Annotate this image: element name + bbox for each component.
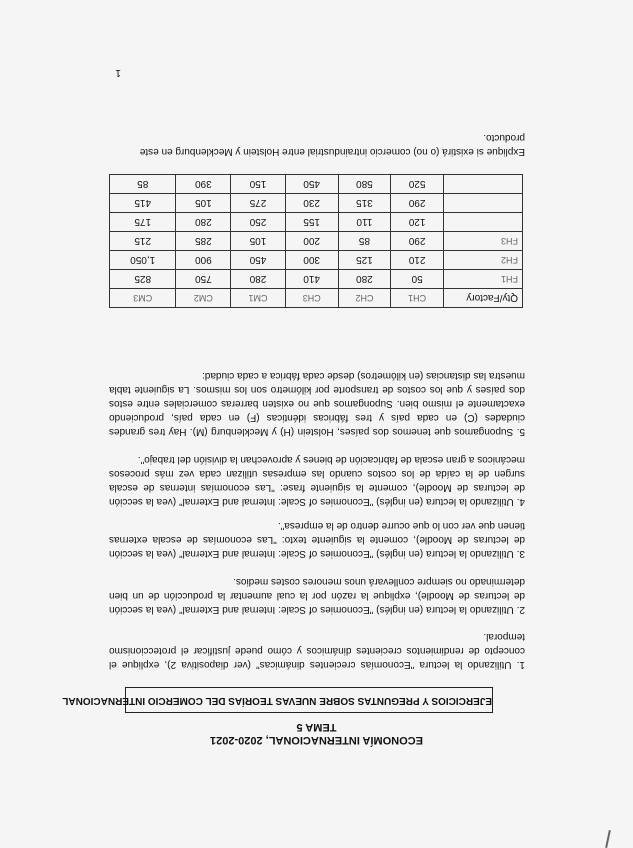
table-cell: 290 bbox=[391, 232, 444, 251]
row-header bbox=[444, 175, 523, 194]
question-number: 5. bbox=[516, 426, 525, 437]
row-header: FH1 bbox=[444, 270, 523, 289]
row-header: FH3 bbox=[444, 232, 523, 251]
table-cell: 105 bbox=[231, 232, 286, 251]
table-cell: 105 bbox=[176, 194, 231, 213]
column-header: CM1 bbox=[231, 289, 286, 308]
column-header: CH3 bbox=[285, 289, 338, 308]
column-header: CM2 bbox=[176, 289, 231, 308]
table-cell: 300 bbox=[285, 251, 338, 270]
follow-up-question bbox=[109, 130, 525, 158]
table-cell: 450 bbox=[285, 175, 338, 194]
table-cell: 250 bbox=[231, 213, 286, 232]
question-number: 2. bbox=[516, 604, 525, 615]
table-cell: 230 bbox=[285, 194, 338, 213]
table-cell: 285 bbox=[176, 232, 231, 251]
table-cell: 280 bbox=[338, 270, 391, 289]
table-cell: 210 bbox=[391, 251, 444, 270]
table-cell: 415 bbox=[110, 194, 177, 213]
question-text: Utilizando la lectura "Economías crecientes dinámicas" (ver diapositiva 2), explique el concepto de rendimientos crecientes dinámicos y cómo puede justificar el proteccionismo temporal. bbox=[109, 631, 525, 670]
table-cell: 280 bbox=[176, 213, 231, 232]
pen-mark bbox=[605, 830, 611, 848]
table-cell: 175 bbox=[110, 213, 177, 232]
question-number: 1. bbox=[516, 659, 525, 670]
table-cell: 390 bbox=[176, 175, 231, 194]
table-cell: 750 bbox=[176, 270, 231, 289]
table-cell: 520 bbox=[391, 175, 444, 194]
question-1 bbox=[109, 629, 525, 671]
row-header bbox=[444, 194, 523, 213]
table-cell: 900 bbox=[176, 251, 231, 270]
question-number: 4. bbox=[516, 496, 525, 507]
table-row bbox=[110, 175, 523, 194]
row-header bbox=[444, 213, 523, 232]
question-number: 3. bbox=[516, 548, 525, 559]
table-cell: 450 bbox=[231, 251, 286, 270]
table-cell: 825 bbox=[110, 270, 177, 289]
column-header: CH2 bbox=[338, 289, 391, 308]
table-corner-header: Qty/Factory bbox=[444, 289, 523, 308]
table-cell: 410 bbox=[285, 270, 338, 289]
column-header: CH1 bbox=[391, 289, 444, 308]
table-cell: 1,050 bbox=[110, 251, 177, 270]
boxed-title: EJERCICIOS Y PREGUNTAS SOBRE NUEVAS TEORÍAS DEL COMERCIO INTERNACIONAL bbox=[125, 687, 493, 713]
table-row bbox=[110, 213, 523, 232]
table-header-row bbox=[110, 289, 523, 308]
table-cell: 125 bbox=[338, 251, 391, 270]
table-cell: 110 bbox=[338, 213, 391, 232]
table-cell: 150 bbox=[231, 175, 286, 194]
page-number: 1 bbox=[115, 67, 121, 78]
question-4 bbox=[109, 452, 525, 508]
table-cell: 275 bbox=[231, 194, 286, 213]
table-cell: 290 bbox=[391, 194, 444, 213]
column-header: CM3 bbox=[110, 289, 177, 308]
table-cell: 580 bbox=[338, 175, 391, 194]
row-header: FH2 bbox=[444, 251, 523, 270]
document-title bbox=[0, 720, 633, 746]
question-5 bbox=[109, 368, 525, 438]
follow-up-text: Explique si existirá (o no) comercio intraindustrial entre Holstein y Mecklenburg en este producto. bbox=[139, 132, 525, 157]
question-2 bbox=[109, 574, 525, 616]
table-cell: 315 bbox=[338, 194, 391, 213]
table-cell: 50 bbox=[391, 270, 444, 289]
distance-table bbox=[109, 174, 523, 308]
table-row bbox=[110, 270, 523, 289]
table-cell: 85 bbox=[338, 232, 391, 251]
course-title: ECONOMÍA INTERNACIONAL, 2020-2021 bbox=[210, 734, 423, 746]
tema-label: TEMA 5 bbox=[296, 721, 337, 733]
table-cell: 155 bbox=[285, 213, 338, 232]
table-row bbox=[110, 251, 523, 270]
question-text: Utilizando la lectura (en inglés) "Economies of Scale: Internal and External" (vea la sección de lecturas de Moodle), explique la razón por la cual aumentar la producción de un bien determinado no siempre conllevará unos menores costes medios. bbox=[109, 576, 525, 615]
table-row bbox=[110, 194, 523, 213]
table-cell: 215 bbox=[110, 232, 177, 251]
table-cell: 120 bbox=[391, 213, 444, 232]
question-text: Utilizando la lectura (en inglés) "Economies of Scale: Internal and External" (vea la sección de lecturas de Moodle), comente la siguiente texto: "Las economías de escala externas tienen que ver con lo que ocurre dentro de la empresa". bbox=[109, 520, 525, 559]
question-3 bbox=[109, 518, 525, 560]
table-cell: 85 bbox=[110, 175, 177, 194]
table-cell: 200 bbox=[285, 232, 338, 251]
question-text: Utilizando la lectura (en inglés) "Economies of Scale: Internal and External" (vea la sección de lecturas de Moodle), comente la siguiente frase: "Las economías internas de escala surgen de la caída de los costos cuando las empresas utilizan cada vez más procesos mecánicos a gran escala de fabricación de bienes y aprovechan la división del trabajo". bbox=[109, 454, 525, 507]
question-text: Supongamos que tenemos dos países, Holstein (H) y Mecklenburg (M). Hay tres grandes ciudades (C) en cada país y tres fábricas idénticas (F) en cada país, produciendo exactamente el mismo bien. Supongamos que no existen barreras comerciales entre estos dos países y que los costos de transporte por kilómetro son los mismos. La siguiente tabla muestra las distancias (en kilómetros) desde cada fábrica a cada ciudad: bbox=[108, 370, 525, 437]
table-cell: 280 bbox=[231, 270, 286, 289]
table-row bbox=[110, 232, 523, 251]
